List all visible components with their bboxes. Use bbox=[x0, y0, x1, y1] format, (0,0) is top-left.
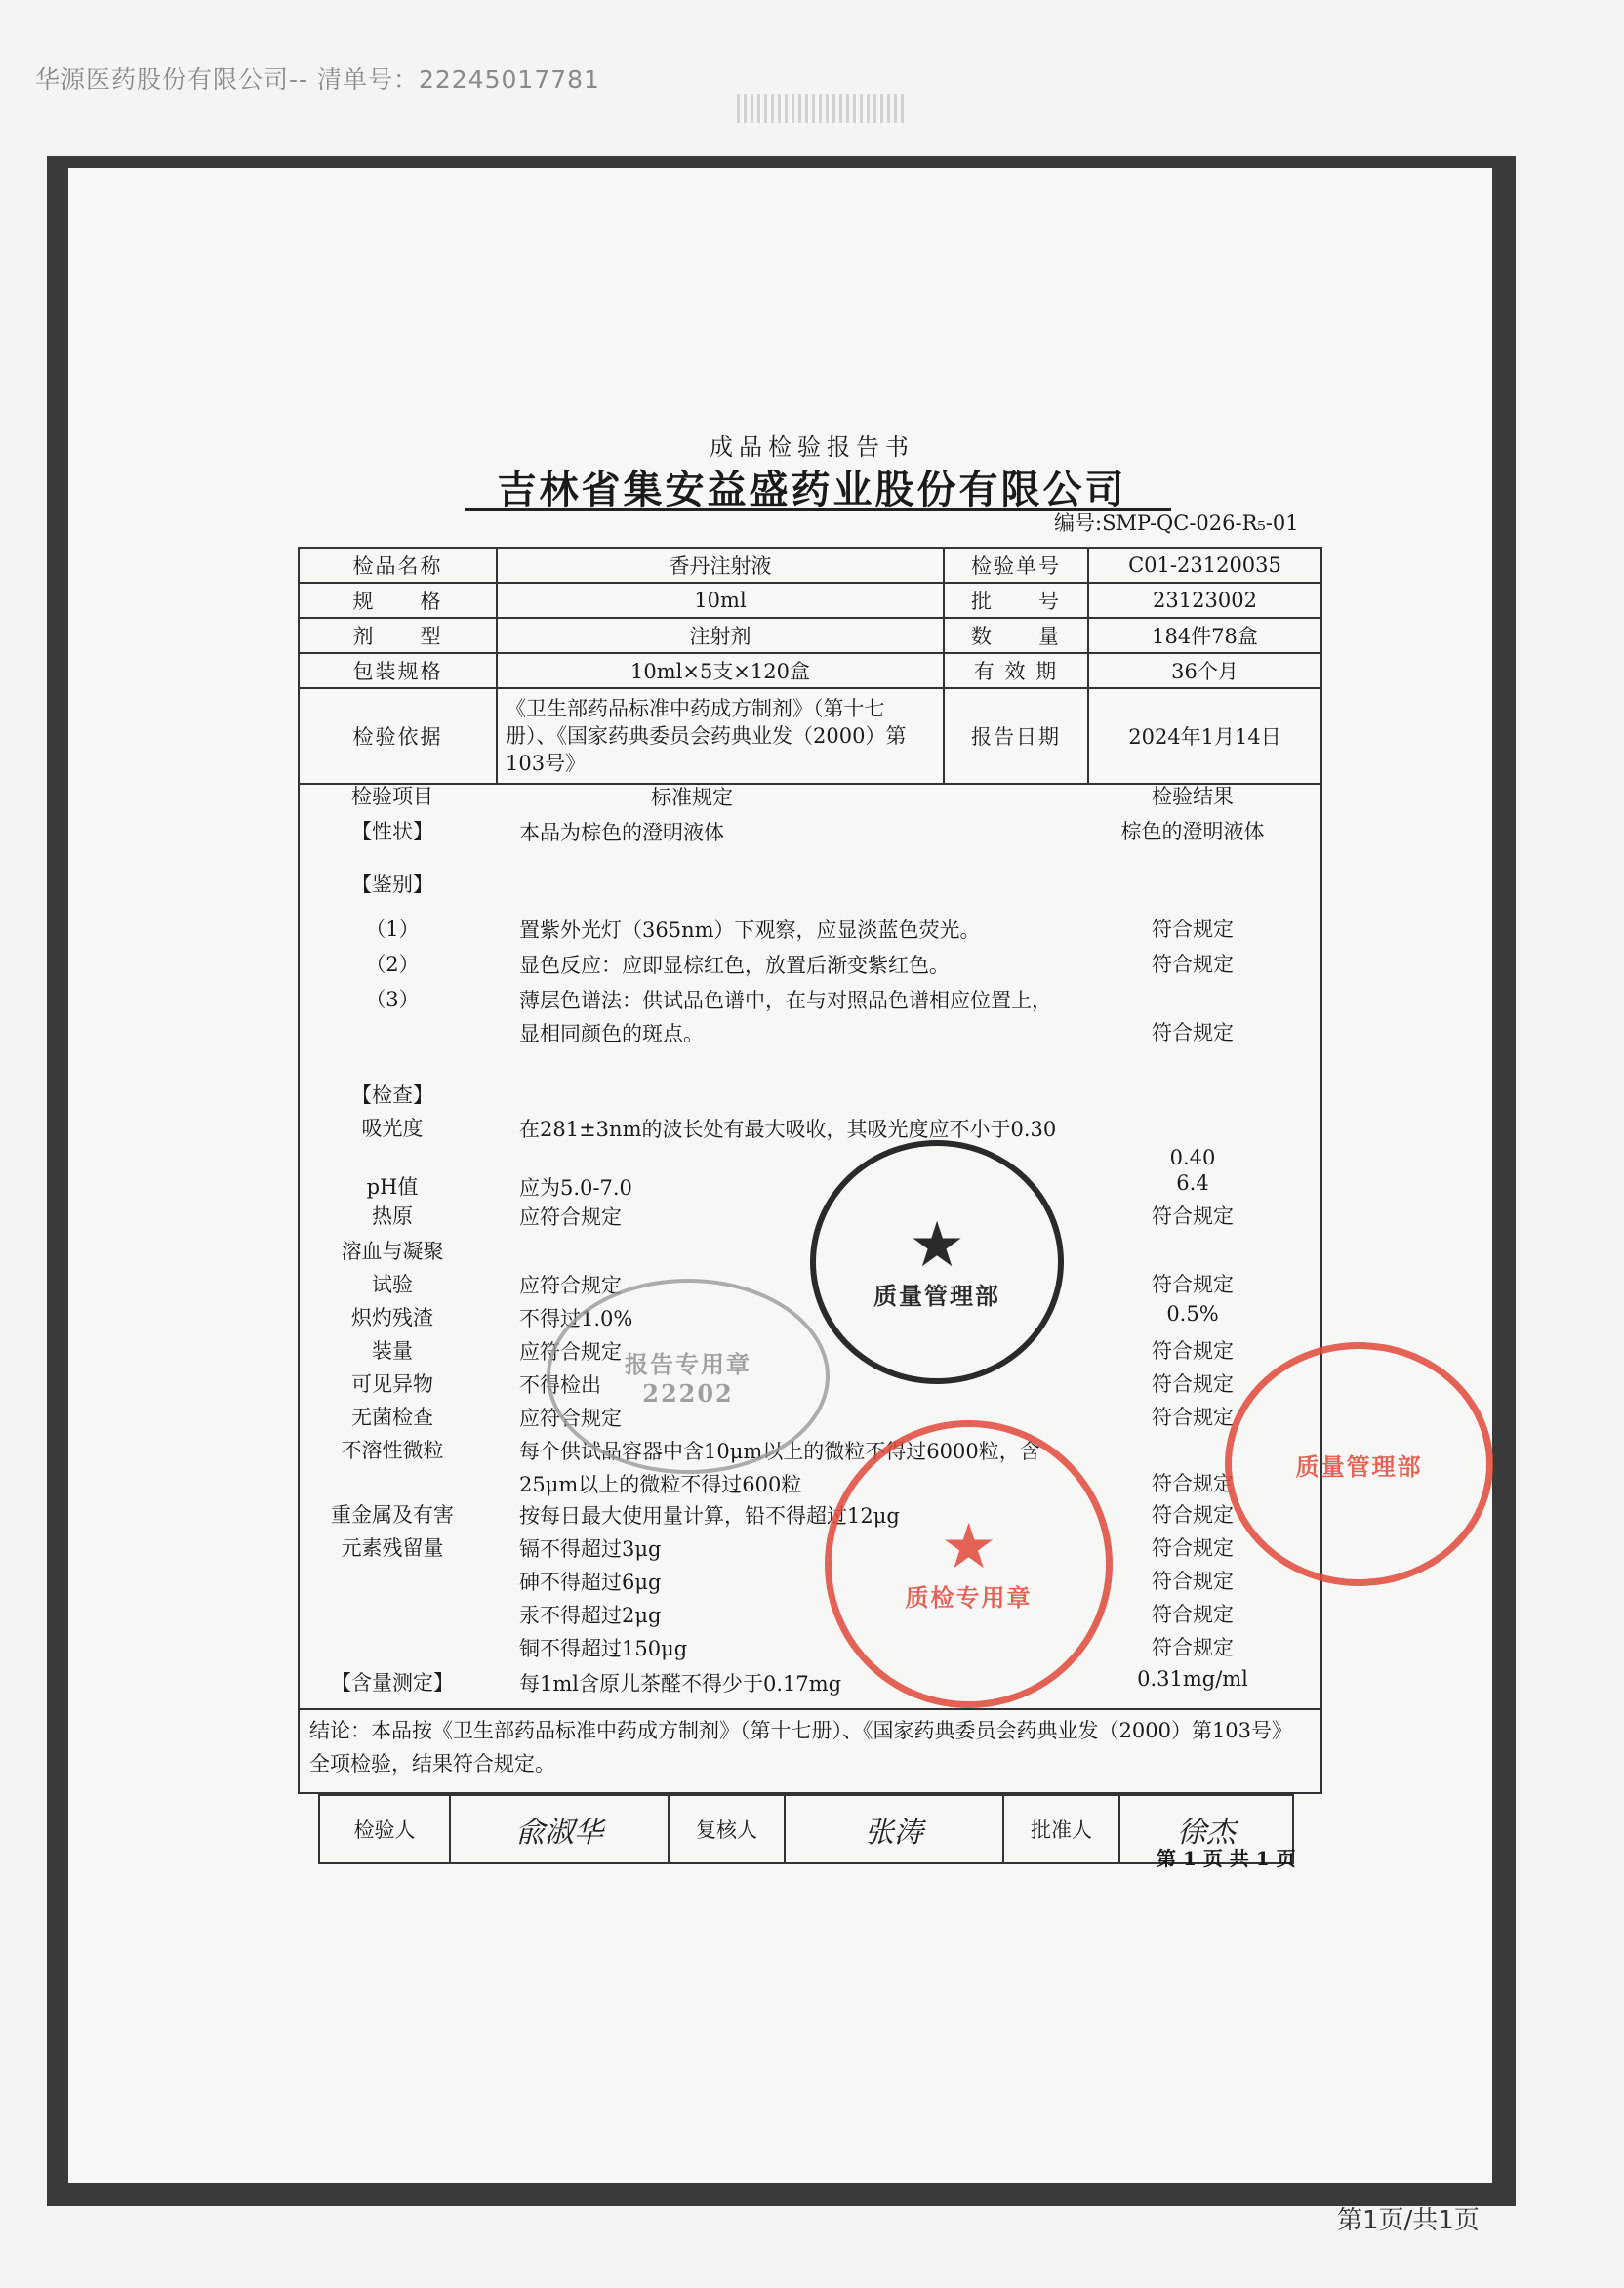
gray-stamp-number: 22202 bbox=[642, 1379, 734, 1408]
row-result: 符合规定 bbox=[1152, 953, 1234, 976]
footer-page: 第1页/共1页 bbox=[1337, 2206, 1480, 2235]
row-item: 热原 bbox=[372, 1205, 413, 1228]
row-standard: 每个供试品容器中含10μm以上的微粒不得过6000粒，含25μm以上的微粒不得过600粒 bbox=[519, 1440, 1040, 1496]
row-standard: 显色反应：应即显棕红色，放置后渐变紫红色。 bbox=[519, 954, 950, 977]
order-value: C01-23120035 bbox=[1088, 548, 1321, 583]
col-result: 检验结果 bbox=[1152, 785, 1234, 808]
row-result: 符合规定 bbox=[1152, 1205, 1234, 1228]
row-item: 无菌检查 bbox=[351, 1406, 433, 1429]
qty-value: 184件78盒 bbox=[1088, 618, 1321, 653]
row-standard: 按每日最大使用量计算，铅不得超过12μg bbox=[519, 1504, 900, 1528]
validity-label: 有 效 期 bbox=[944, 653, 1088, 688]
inspector-label: 检验人 bbox=[319, 1795, 450, 1863]
row-item: 重金属及有害 bbox=[331, 1503, 454, 1527]
star-icon: ★ bbox=[909, 1208, 965, 1282]
product-label: 检品名称 bbox=[299, 548, 497, 583]
reviewer-label: 复核人 bbox=[669, 1795, 785, 1863]
row-standard: 置紫外光灯（365nm）下观察，应显淡蓝色荧光。 bbox=[519, 919, 981, 942]
row-standard: 镉不得超过3μg bbox=[519, 1537, 662, 1561]
row-standard: 应符合规定 bbox=[519, 1340, 622, 1364]
signature-table bbox=[318, 1794, 1294, 1864]
page-mark: 第 1 页 共 1 页 bbox=[1157, 1847, 1296, 1870]
reviewer-signature: 张涛 bbox=[785, 1795, 1003, 1863]
row-result: 符合规定 bbox=[1152, 918, 1234, 941]
row-item: 元素残留量 bbox=[341, 1536, 444, 1560]
star-icon: ★ bbox=[940, 1511, 997, 1583]
batch-value: 23123002 bbox=[1088, 583, 1321, 618]
row-result: 符合规定 bbox=[1152, 1339, 1234, 1363]
spec-value: 10ml bbox=[497, 583, 944, 618]
row-standard: 不得过1.0% bbox=[519, 1307, 633, 1330]
row-item: 试验 bbox=[372, 1273, 413, 1296]
row-result: 棕色的澄明液体 bbox=[1120, 820, 1265, 843]
black-stamp-text: 质量管理部 bbox=[873, 1281, 1000, 1310]
product-value: 香丹注射液 bbox=[497, 548, 944, 583]
col-standard: 标准规定 bbox=[651, 786, 733, 809]
red-stamp-left-text: 质检专用章 bbox=[905, 1583, 1033, 1612]
row-item: 【鉴别】 bbox=[351, 873, 433, 896]
report-subtitle: 成品检验报告书 bbox=[710, 433, 914, 461]
row-result: 符合规定 bbox=[1152, 1570, 1234, 1593]
form-label: 剂 型 bbox=[299, 618, 497, 653]
row-item: 可见异物 bbox=[351, 1372, 433, 1396]
clearance-header: 华源医药股份有限公司-- 清单号：22245017781 bbox=[35, 65, 600, 94]
row-item: 【性状】 bbox=[351, 820, 433, 843]
approver-label: 批准人 bbox=[1003, 1795, 1119, 1863]
row-result: 符合规定 bbox=[1152, 1273, 1234, 1296]
row-item: 装量 bbox=[372, 1339, 413, 1363]
row-standard: 薄层色谱法：供试品色谱中，在与对照品色谱相应位置上，显相同颜色的斑点。 bbox=[519, 989, 1052, 1045]
row-standard: 铜不得超过150μg bbox=[519, 1637, 688, 1660]
form-value: 注射剂 bbox=[497, 618, 944, 653]
row-result: 符合规定 bbox=[1152, 1636, 1234, 1659]
report-date-value: 2024年1月14日 bbox=[1088, 688, 1321, 784]
gray-stamp-text: 报告专用章 bbox=[625, 1350, 751, 1378]
inspector-signature: 兪淑华 bbox=[450, 1795, 669, 1863]
row-item: 溶血与凝聚 bbox=[341, 1240, 444, 1263]
inspection-body bbox=[298, 771, 1322, 1713]
order-label: 检验单号 bbox=[944, 548, 1088, 583]
row-result: 符合规定 bbox=[1152, 1021, 1234, 1044]
row-result: 符合规定 bbox=[1152, 1406, 1234, 1429]
row-result: 6.4 bbox=[1176, 1171, 1209, 1195]
row-item: 吸光度 bbox=[361, 1117, 424, 1140]
row-item: （2） bbox=[365, 953, 420, 976]
row-result: 0.31mg/ml bbox=[1137, 1667, 1248, 1691]
row-item: （1） bbox=[365, 918, 420, 941]
row-item: 【含量测定】 bbox=[331, 1671, 454, 1695]
red-stamp-right-text: 质量管理部 bbox=[1295, 1451, 1423, 1481]
company-name: 吉林省集安益盛药业股份有限公司 bbox=[497, 467, 1127, 512]
document-code: 编号:SMP-QC-026-R₅-01 bbox=[1054, 511, 1299, 535]
row-result: 符合规定 bbox=[1152, 1503, 1234, 1527]
row-result: 0.40 bbox=[1169, 1146, 1216, 1169]
spec-label: 规 格 bbox=[299, 583, 497, 618]
row-item: 炽灼残渣 bbox=[351, 1306, 433, 1329]
row-result: 0.5% bbox=[1166, 1302, 1219, 1326]
row-standard: 汞不得超过2μg bbox=[519, 1604, 662, 1627]
row-item: 【检查】 bbox=[351, 1083, 433, 1107]
product-info-table bbox=[298, 547, 1322, 785]
pack-value: 10ml×5支×120盒 bbox=[497, 653, 944, 688]
approver-signature: 徐杰 bbox=[1119, 1795, 1293, 1863]
row-standard: 在281±3nm的波长处有最大吸收，其吸光度应不小于0.30 bbox=[519, 1118, 1057, 1141]
row-item: 不溶性微粒 bbox=[341, 1439, 444, 1462]
basis-label: 检验依据 bbox=[299, 688, 497, 784]
row-standard: 应符合规定 bbox=[519, 1205, 622, 1229]
pack-label: 包装规格 bbox=[299, 653, 497, 688]
basis-value: 《卫生部药品标准中药成方制剂》（第十七册）、《国家药典委员会药典业发（2000）第103号》 bbox=[497, 688, 944, 784]
row-standard: 应符合规定 bbox=[519, 1407, 622, 1430]
row-standard: 砷不得超过6μg bbox=[519, 1571, 662, 1594]
row-item: pH值 bbox=[366, 1175, 419, 1199]
row-result: 符合规定 bbox=[1152, 1472, 1234, 1495]
row-standard: 不得检出 bbox=[519, 1373, 601, 1397]
row-result: 符合规定 bbox=[1152, 1536, 1234, 1560]
report-date-label: 报告日期 bbox=[944, 688, 1088, 784]
scan-mark bbox=[737, 94, 908, 123]
conclusion: 结论：本品按《卫生部药品标准中药成方制剂》（第十七册）、《国家药典委员会药典业发（2000）第103号》全项检验，结果符合规定。 bbox=[298, 1708, 1322, 1794]
row-result: 符合规定 bbox=[1152, 1603, 1234, 1626]
row-result: 符合规定 bbox=[1152, 1372, 1234, 1396]
validity-value: 36个月 bbox=[1088, 653, 1321, 688]
row-standard: 每1ml含原儿茶醛不得少于0.17mg bbox=[519, 1672, 842, 1696]
row-standard: 应符合规定 bbox=[519, 1274, 622, 1297]
row-standard: 应为5.0-7.0 bbox=[519, 1176, 632, 1200]
row-standard: 本品为棕色的澄明液体 bbox=[519, 821, 724, 844]
qty-label: 数 量 bbox=[944, 618, 1088, 653]
row-item: （3） bbox=[365, 988, 420, 1011]
col-item: 检验项目 bbox=[351, 785, 433, 808]
batch-label: 批 号 bbox=[944, 583, 1088, 618]
